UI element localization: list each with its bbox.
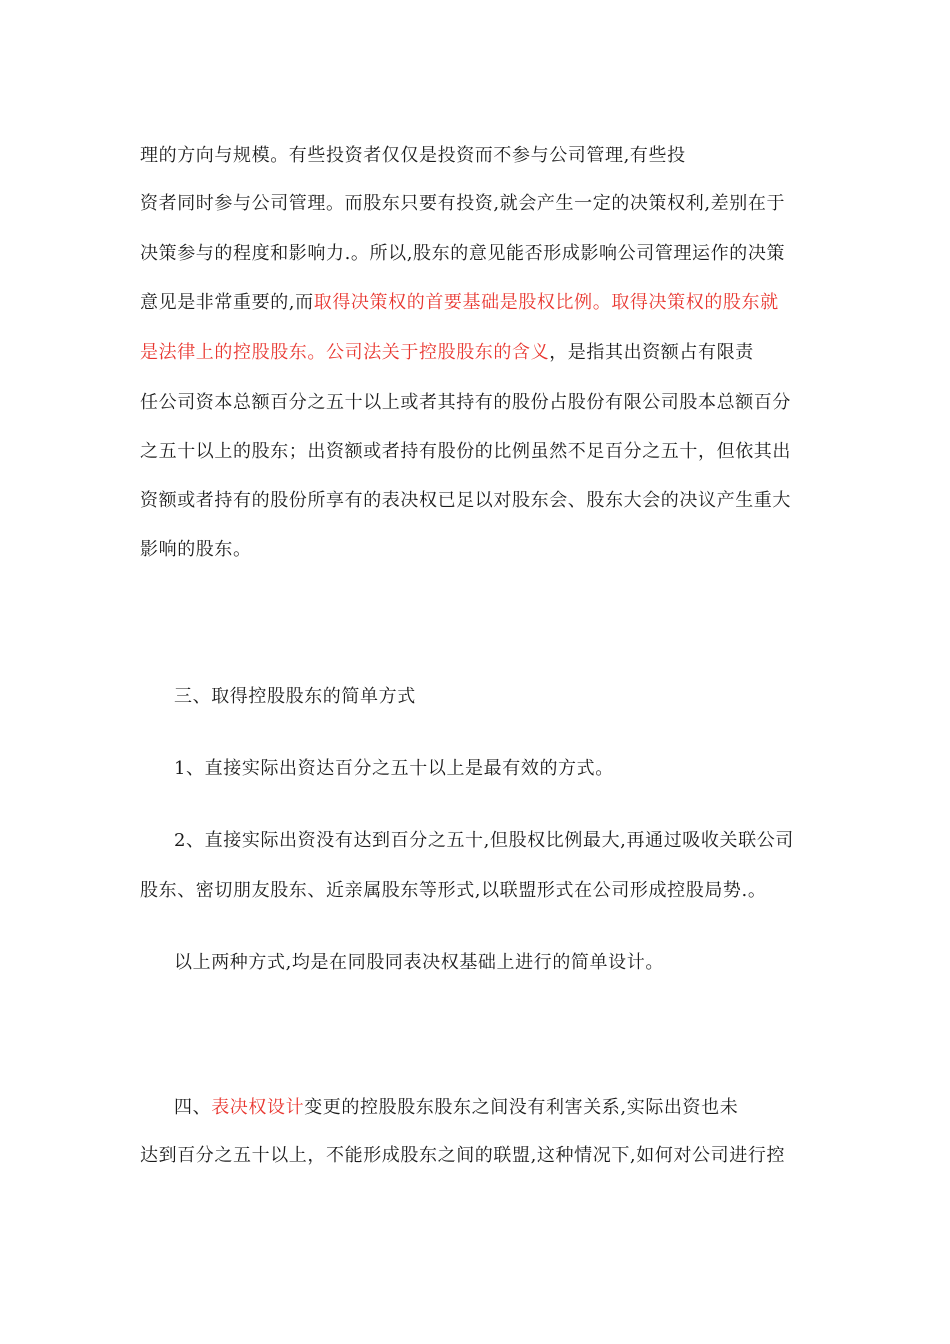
text-run: 四、 [174,1097,212,1118]
text-run: 变更的控股股东股东之间没有利害关系,实际出资也未 [304,1097,739,1118]
text-run: 资者同时参与公司管理。而股东只要有投资,就会产生一定的决策权利,差别在于 [140,193,786,214]
highlighted-text: 取得决策权的首要基础是股权比例。取得决策权的股东就 [313,292,779,313]
paragraph-line [140,1144,785,1168]
text-run: 理的方向与规模。有些投资者仅仅是投资而不参与公司管理,有些投 [140,145,686,166]
list-item [174,757,614,781]
heading-text: 三、取得控股股东的简单方式 [174,686,416,707]
text-run: 股东、密切朋友股东、近亲属股东等形式,以联盟形式在公司形成控股局势.。 [140,880,767,901]
text-run: 之五十以上的股东；出资额或者持有股份的比例虽然不足百分之五十，但依其出 [140,441,791,462]
section-heading [174,685,416,709]
text-run: 1、直接实际出资达百分之五十以上是最有效的方式。 [174,758,614,779]
text-run: ，是指其出资额占有限责 [549,342,754,363]
text-run: 2、直接实际出资没有达到百分之五十,但股权比例最大,再通过吸收关联公司 [174,830,794,851]
text-run: 达到百分之五十以上，不能形成股东之间的联盟,这种情况下,如何对公司进行控 [140,1145,786,1166]
section-heading [174,1096,738,1120]
list-item [174,829,794,853]
text-run: 决策参与的程度和影响力.。所以,股东的意见能否形成影响公司管理运作的决策 [140,243,786,264]
text-run: 任公司资本总额百分之五十以上或者其持有的股份占股份有限公司股本总额百分 [140,392,791,413]
paragraph-line [140,242,785,266]
paragraph-line [174,951,664,975]
paragraph-line [140,440,791,464]
text-run: 影响的股东。 [140,539,252,560]
paragraph-line [140,879,766,903]
paragraph-line [140,341,754,365]
paragraph-line [140,192,785,216]
text-run: 以上两种方式,均是在同股同表决权基础上进行的简单设计。 [174,952,664,973]
highlighted-text: 表决权设计 [211,1097,305,1118]
text-run: 资额或者持有的股份所享有的表决权已足以对股东会、股东大会的决议产生重大 [140,490,791,511]
text-run: 意见是非常重要的,而 [140,292,314,313]
highlighted-text: 是法律上的控股股东。公司法关于控股股东的含义 [140,342,550,363]
paragraph-line [140,291,779,315]
paragraph-line [140,391,791,415]
paragraph-line [140,538,252,562]
paragraph-line [140,489,791,513]
paragraph-line [140,144,686,168]
